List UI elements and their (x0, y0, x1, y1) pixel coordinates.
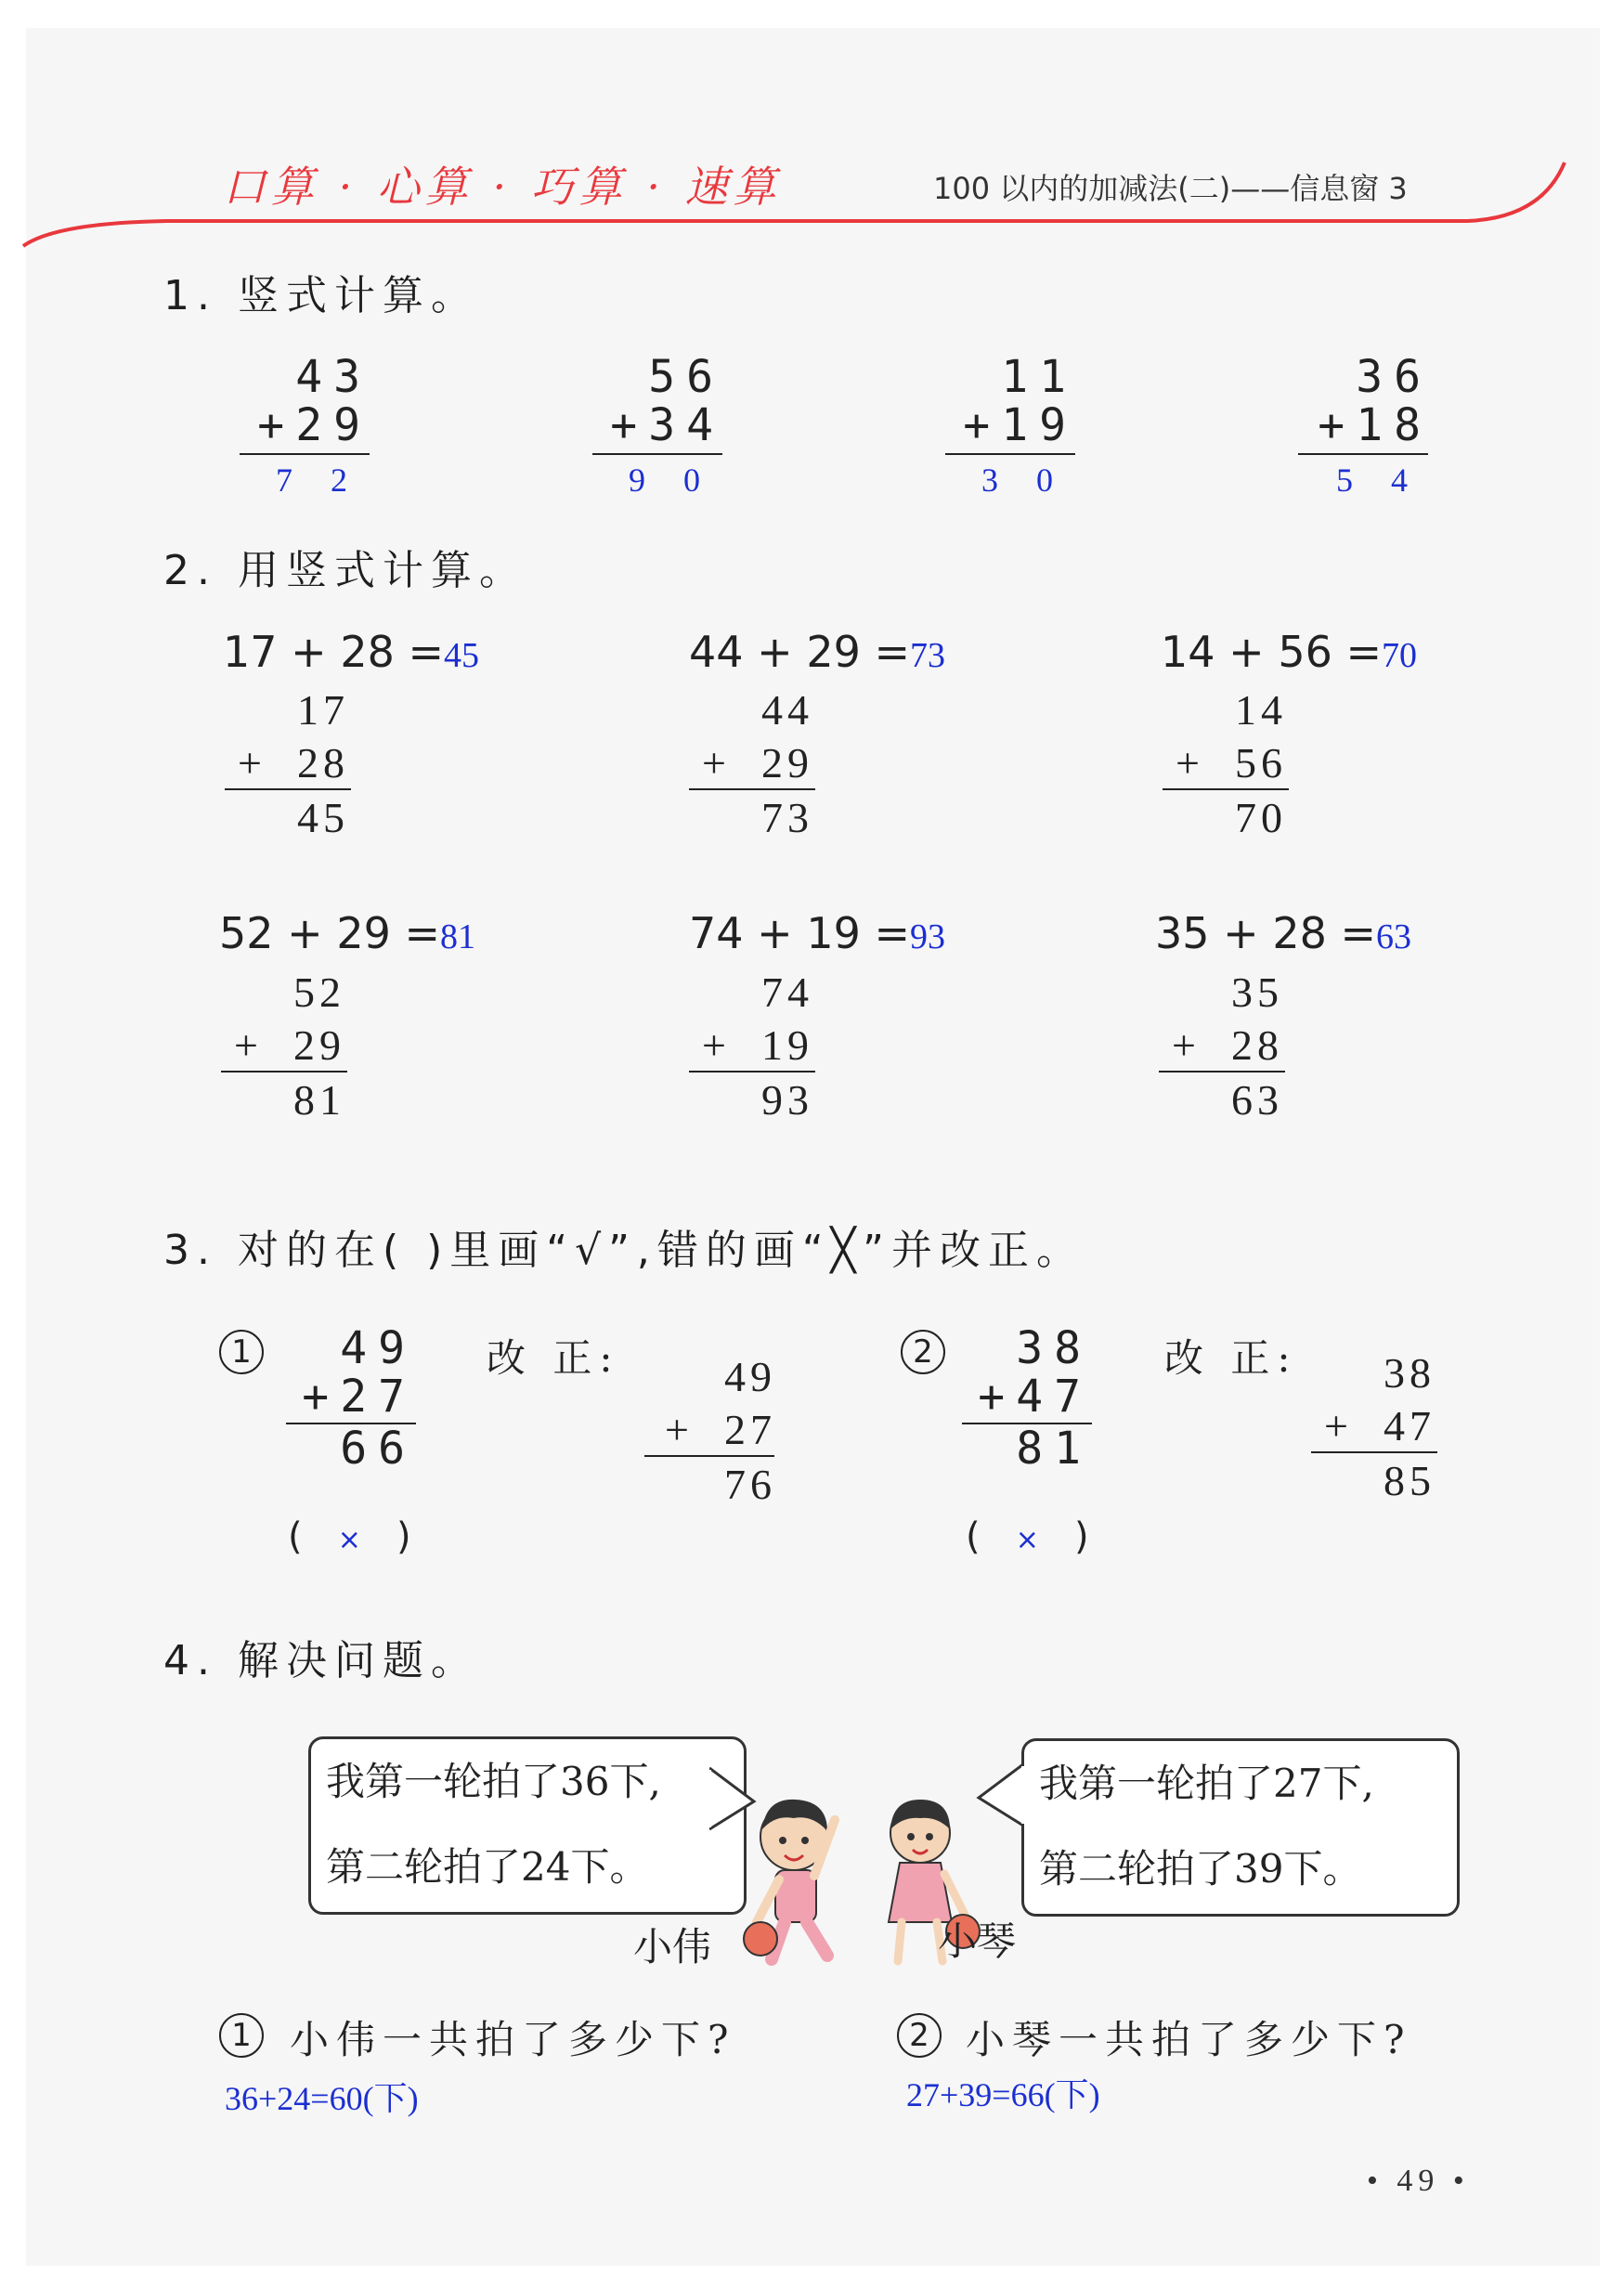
s1-p3-a: 11 (1001, 351, 1077, 403)
s2-p3-expression (1161, 627, 1417, 677)
s1-p2-a: 56 (648, 351, 724, 403)
s1-p4-b: +18 (1318, 399, 1432, 451)
s4-q2-text: 小琴一共拍了多少下? (966, 2017, 1412, 2062)
s1-p1-b: +29 (257, 399, 371, 451)
s3-i1-fix-line (644, 1455, 774, 1457)
s1-p2-answer: 9 0 (629, 462, 715, 499)
s4-q1-number: 1 (219, 2013, 264, 2058)
section1-title: 1. 竖式计算。 (163, 272, 479, 319)
s2-p6-b: + 28 (1172, 1021, 1283, 1069)
header-left-title: 口算 · 心算 · 巧算 · 速算 (223, 162, 782, 212)
s2-p4-line (221, 1071, 347, 1072)
speech-bubble-right (1021, 1738, 1460, 1917)
s2-p3-result: 70 (1235, 794, 1287, 841)
s2-p5-answer: 93 (910, 917, 946, 956)
s2-p5-a: 74 (761, 968, 813, 1016)
s2-p6-result: 63 (1231, 1076, 1283, 1124)
s3-i2-a: 38 (1016, 1322, 1092, 1374)
s2-p4-expression (219, 908, 475, 958)
s4-q2-answer: 27+39=66(下) (906, 2076, 1100, 2113)
s2-p5-result: 93 (761, 1076, 813, 1124)
s1-p4-a: 36 (1356, 351, 1432, 403)
s2-p4-b: + 29 (234, 1021, 345, 1069)
section2-title: 2. 用竖式计算。 (163, 547, 527, 594)
s2-p3-a: 14 (1235, 686, 1287, 734)
s2-p5-expr: 74 + 19 = (689, 908, 911, 958)
s2-p1-answer: 45 (444, 636, 480, 675)
bubble-right-line-2: 第二轮拍了39下。 (1039, 1846, 1362, 1892)
s3-i1-fix-a: 49 (724, 1353, 776, 1400)
page-number: • 49 • (1367, 2164, 1470, 2198)
s1-p1-a: 43 (295, 351, 371, 403)
s3-i2-fix-a: 38 (1384, 1349, 1436, 1397)
s1-p2-line (592, 453, 722, 455)
s4-q2-number: 2 (897, 2013, 942, 2058)
s2-p4-a: 52 (293, 968, 345, 1016)
s2-p4-expr: 52 + 29 = (219, 908, 441, 958)
bubble-left-line-2: 第二轮拍了24下。 (326, 1844, 649, 1890)
s2-p5-line (689, 1071, 815, 1072)
section4-title: 4. 解决问题。 (163, 1637, 479, 1684)
s2-p3-answer: 70 (1382, 636, 1418, 675)
s2-p2-answer: 73 (910, 636, 946, 675)
s2-p2-expr: 44 + 29 = (689, 627, 911, 677)
page-number-value: 49 (1397, 2164, 1440, 2198)
speech-bubble-left (308, 1736, 747, 1915)
s2-p1-result: 45 (297, 794, 349, 841)
s3-i2-fix-b: + 47 (1324, 1402, 1436, 1450)
s1-p3-b: +19 (963, 399, 1077, 451)
s3-i1-fix-result: 76 (724, 1461, 776, 1508)
name-right: 小琴 (938, 1918, 1017, 1964)
s3-i2-judge: ( × ) (966, 1515, 1089, 1558)
s1-p3-line (945, 453, 1075, 455)
s2-p2-b: + 29 (702, 739, 813, 786)
s2-p6-a: 35 (1231, 968, 1283, 1016)
s2-p2-line (689, 788, 815, 790)
s2-p3-line (1163, 788, 1289, 790)
s2-p2-expression (689, 627, 945, 677)
s3-i2-fix-line (1311, 1451, 1437, 1453)
s3-i1-correction-label: 改 正: (487, 1335, 620, 1381)
name-left: 小伟 (633, 1924, 712, 1970)
s3-i1-mark: × (337, 1524, 361, 1556)
s2-p1-expr: 17 + 28 = (223, 627, 445, 677)
bubble-right-line-1: 我第一轮拍了27下, (1039, 1761, 1374, 1806)
s3-i2-mark: × (1015, 1524, 1039, 1556)
header-right-title: 100 以内的加减法(二)——信息窗 3 (933, 171, 1408, 206)
s2-p2-a: 44 (761, 686, 813, 734)
section3-title: 3. 对的在( )里画“√”,错的画“╳”并改正。 (163, 1227, 1085, 1274)
s2-p1-a: 17 (297, 686, 349, 734)
s3-i1-wrong: 66 (340, 1423, 416, 1475)
s2-p5-b: + 19 (702, 1021, 813, 1069)
s2-p3-expr: 14 + 56 = (1161, 627, 1383, 677)
s3-i2-b: +47 (978, 1371, 1092, 1423)
s2-p1-line (225, 788, 351, 790)
s2-p6-line (1159, 1071, 1285, 1072)
s4-q1-text: 小伟一共拍了多少下? (290, 2017, 736, 2062)
s3-i2-fix-result: 85 (1384, 1457, 1436, 1504)
s1-p3-answer: 3 0 (981, 462, 1068, 499)
s2-p2-result: 73 (761, 794, 813, 841)
s3-i2-number: 2 (901, 1330, 945, 1374)
header-red-curve (19, 153, 1597, 265)
s1-p4-answer: 5 4 (1336, 462, 1423, 499)
s2-p6-expression (1155, 908, 1411, 958)
s1-p1-answer: 7 2 (276, 462, 362, 499)
s3-i1-judge: ( × ) (288, 1515, 411, 1558)
s3-i1-fix-b: + 27 (665, 1406, 776, 1453)
s2-p6-expr: 35 + 28 = (1155, 908, 1377, 958)
s3-i1-number: 1 (219, 1330, 264, 1374)
s3-i2-wrong: 81 (1016, 1423, 1092, 1475)
s2-p3-b: + 56 (1176, 739, 1287, 786)
s1-p2-b: +34 (610, 399, 724, 451)
s2-p5-expression (689, 908, 945, 958)
s2-p1-b: + 28 (238, 739, 349, 786)
s2-p4-answer: 81 (440, 917, 476, 956)
s4-q1-answer: 36+24=60(下) (225, 2080, 419, 2117)
s2-p1-expression (223, 627, 479, 677)
s3-i2-correction-label: 改 正: (1164, 1335, 1298, 1381)
s3-i1-b: +27 (302, 1371, 416, 1423)
s2-p6-answer: 63 (1376, 917, 1412, 956)
s3-i1-a: 49 (340, 1322, 416, 1374)
bubble-left-line-1: 我第一轮拍了36下, (326, 1759, 661, 1804)
s1-p4-line (1298, 453, 1428, 455)
s1-p1-line (240, 453, 370, 455)
s2-p4-result: 81 (293, 1076, 345, 1124)
